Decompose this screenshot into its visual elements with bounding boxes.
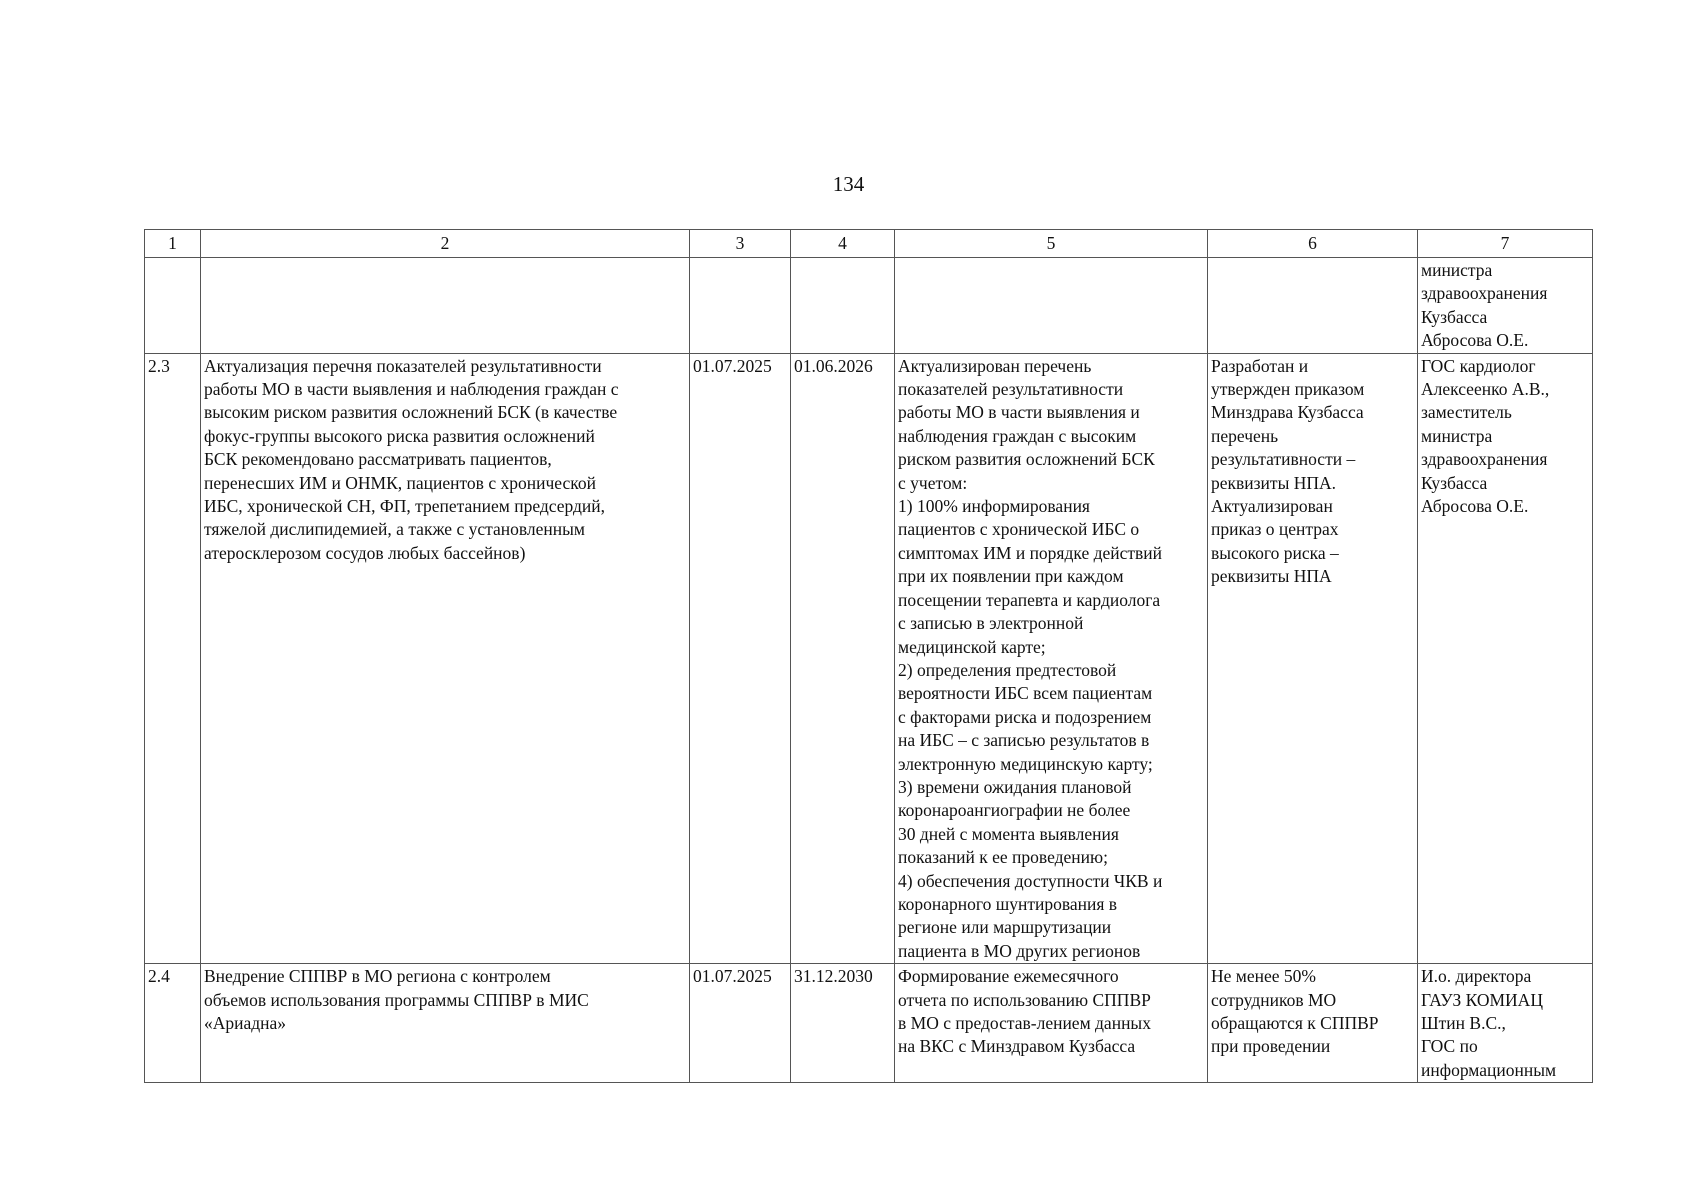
row-number-cell: 2.4	[145, 964, 201, 1083]
indicator-cell	[1208, 258, 1418, 354]
col-header-7: 7	[1418, 230, 1593, 258]
start-date-cell	[690, 258, 791, 354]
end-date-cell: 31.12.2030	[791, 964, 895, 1083]
end-date-cell: 01.06.2026	[791, 353, 895, 964]
row-number-cell	[145, 258, 201, 354]
result-cell	[895, 258, 1208, 354]
result-cell: Формирование ежемесячного отчета по использованию СППВР в МО с предостав-лением данных на ВКС с Минздравом Кузбасса	[895, 964, 1208, 1083]
table-header-row	[145, 230, 1593, 258]
col-header-4: 4	[791, 230, 895, 258]
measure-cell: Актуализация перечня показателей результативности работы МО в части выявления и наблюдения граждан с высоким риском развития осложнений БСК (в качестве фокус-группы высокого риска развития осложнений БСК рекомендовано рассматривать пациентов, перенесших ИМ и ОНМК, пациентов с хронической ИБС, хронической СН, ФП, трепетанием предсердий, тяжелой дислипидемией, а также с установленным атеросклерозом сосудов любых бассейнов)	[201, 353, 690, 964]
col-header-1: 1	[145, 230, 201, 258]
measure-cell	[201, 258, 690, 354]
responsible-cell: министра здравоохранения Кузбасса Абросова О.Е.	[1418, 258, 1593, 354]
col-header-2: 2	[201, 230, 690, 258]
indicator-cell: Не менее 50% сотрудников МО обращаются к СППВР при проведении	[1208, 964, 1418, 1083]
responsible-cell: И.о. директора ГАУЗ КОМИАЦ Штин В.С., ГОС по информационным	[1418, 964, 1593, 1083]
indicator-cell: Разработан и утвержден приказом Минздрава Кузбасса перечень результативности – реквизиты НПА. Актуализирован приказ о центрах высокого риска – реквизиты НПА	[1208, 353, 1418, 964]
table-row	[145, 258, 1593, 354]
col-header-6: 6	[1208, 230, 1418, 258]
start-date-cell: 01.07.2025	[690, 353, 791, 964]
table-row	[145, 964, 1593, 1083]
start-date-cell: 01.07.2025	[690, 964, 791, 1083]
plan-table	[144, 229, 1593, 1083]
result-cell: Актуализирован перечень показателей результативности работы МО в части выявления и наблюдения граждан с высоким риском развития осложнений БСК с учетом: 1) 100% информирования пациентов с хронической ИБС о симптомах ИМ и порядке действий при их появлении при каждом посещении терапевта и кардиолога с записью в электронной медицинской карте; 2) определения предтестовой вероятности ИБС всем пациентам с факторами риска и подозрением на ИБС – с записью результатов в электронную медицинскую карту; 3) времени ожидания плановой коронароангиографии не более 30 дней с момента выявления показаний к ее проведению; 4) обеспечения доступности ЧКВ и коронарного шунтирования в регионе или маршрутизации пациента в МО других регионов	[895, 353, 1208, 964]
measure-cell: Внедрение СППВР в МО региона с контролем объемов использования программы СППВР в МИС «Ариадна»	[201, 964, 690, 1083]
page-number: 134	[832, 172, 865, 196]
col-header-5: 5	[895, 230, 1208, 258]
row-number-cell: 2.3	[145, 353, 201, 964]
col-header-3: 3	[690, 230, 791, 258]
end-date-cell	[791, 258, 895, 354]
responsible-cell: ГОС кардиолог Алексеенко А.В., заместитель министра здравоохранения Кузбасса Абросова О.Е.	[1418, 353, 1593, 964]
table-row	[145, 353, 1593, 964]
